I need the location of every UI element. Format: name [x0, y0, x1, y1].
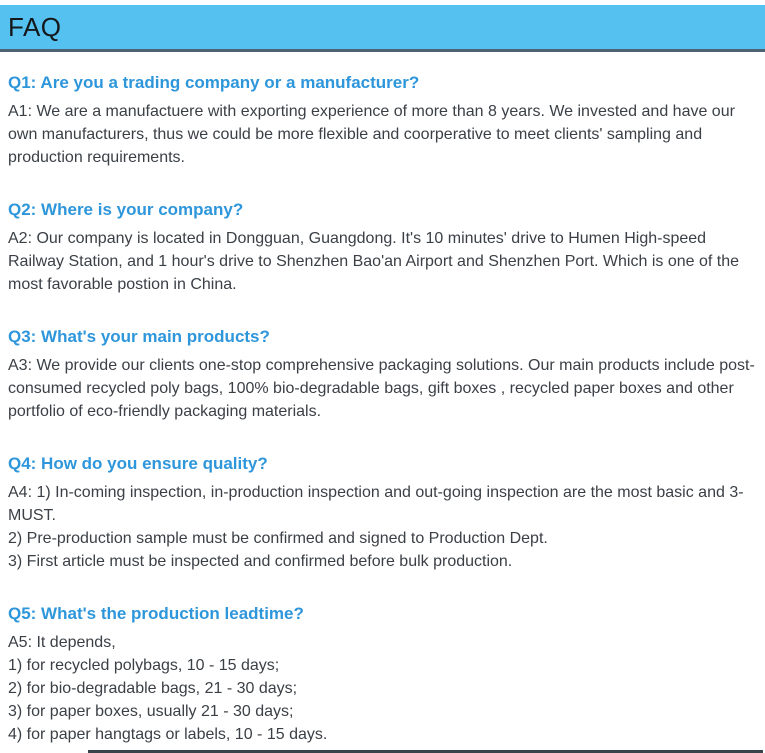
faq-question: Q4: How do you ensure quality?	[8, 454, 268, 473]
faq-answer-line: A5: It depends,	[8, 634, 116, 651]
faq-answer	[8, 481, 755, 573]
faq-answer-line: 4) for paper hangtags or labels, 10 - 15 days.	[8, 726, 328, 743]
faq-answer-line: 3) for paper boxes, usually 21 - 30 days;	[8, 703, 294, 720]
faq-section	[8, 326, 755, 423]
faq-answer	[8, 227, 755, 296]
faq-section	[8, 603, 755, 746]
faq-answer-line: A4: 1) In-coming inspection, in-production inspection and out-going inspection are the most basic and 3-MUST.	[8, 484, 744, 524]
faq-question: Q3: What's your main products?	[8, 327, 270, 346]
faq-answer	[8, 100, 755, 169]
faq-answer-line: A2: Our company is located in Dongguan, Guangdong. It's 10 minutes' drive to Humen High-speed Railway Station, and 1 hour's drive to Shenzhen Bao'an Airport and Shenzhen Port. Which is one of the most favorable postion in China.	[8, 230, 739, 293]
faq-question: Q5: What's the production leadtime?	[8, 604, 304, 623]
faq-header-bar	[0, 5, 765, 52]
faq-question: Q2: Where is your company?	[8, 200, 244, 219]
faq-section	[8, 199, 755, 296]
faq-section	[8, 72, 755, 169]
faq-section	[8, 453, 755, 573]
faq-answer	[8, 631, 755, 746]
page-title: FAQ	[8, 11, 62, 42]
faq-answer-line: A1: We are a manufactuere with exporting experience of more than 8 years. We invested and have our own manufacturers, thus we could be more flexible and coorperative to meet clients' sampling and production requirements.	[8, 103, 735, 166]
faq-answer-line: 3) First article must be inspected and confirmed before bulk production.	[8, 553, 513, 570]
faq-answer-line: 1) for recycled polybags, 10 - 15 days;	[8, 657, 280, 674]
faq-answer-line: 2) for bio-degradable bags, 21 - 30 days;	[8, 680, 298, 697]
faq-page	[0, 5, 765, 753]
faq-answer-line: A3: We provide our clients one-stop comprehensive packaging solutions. Our main products include post-consumed recycled poly bags, 100% bio-degradable bags, gift boxes , recycled paper boxes and other portfolio of eco-friendly packaging materials.	[8, 357, 755, 420]
faq-list	[0, 72, 765, 746]
faq-question: Q1: Are you a trading company or a manufacturer?	[8, 73, 420, 92]
faq-answer-line: 2) Pre-production sample must be confirmed and signed to Production Dept.	[8, 530, 548, 547]
faq-answer	[8, 354, 755, 423]
